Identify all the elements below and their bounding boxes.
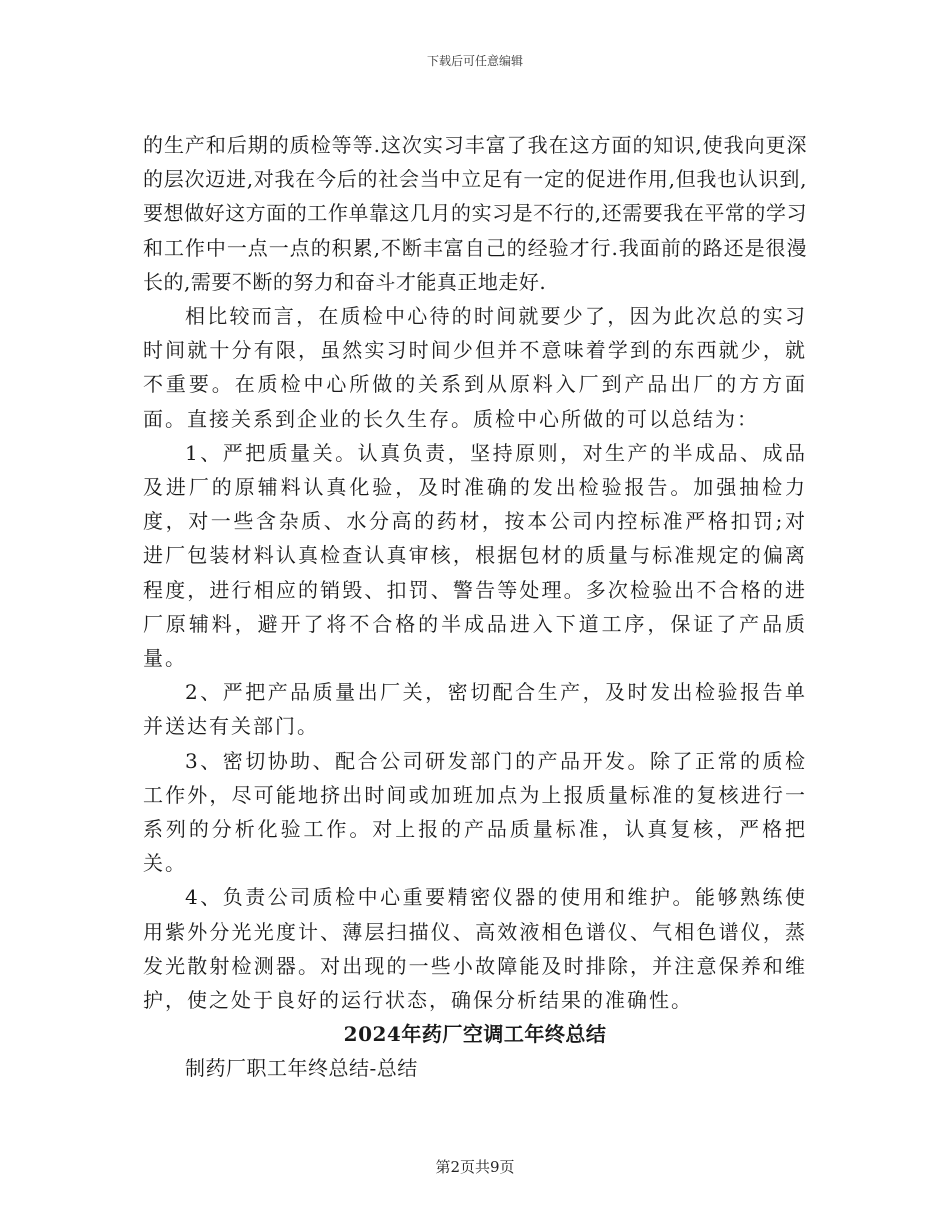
body-paragraph-2: 相比较而言，在质检中心待的时间就要少了，因为此次总的实习时间就十分有限，虽然实习时间少但并不意味着学到的东西就少，就不重要。在质检中心所做的关系到从原料入厂到产品出厂的方方面面。直接关系到企业的长久生存。质检中心所做的可以总结为：: [143, 304, 807, 431]
page-header: 下载后可任意编辑: [426, 54, 523, 68]
body-paragraph-1: 的生产和后期的质检等等.这次实习丰富了我在这方面的知识,使我向更深的层次迈进,对我在今后的社会当中立足有一定的促进作用,但我也认识到,要想做好这方面的工作单靠这几月的实习是不行的,还需要我在平常的学习和工作中一点一点的积累,不断丰富自己的经验才行.我面前的路还是很漫长的,需要不断的努力和奋斗才能真正地走好.: [143, 133, 807, 294]
body-paragraph-4: 2、严把产品质量出厂关，密切配合生产，及时发出检验报告单并送达有关部门。: [143, 680, 807, 739]
body-paragraph-6: 4、负责公司质检中心重要精密仪器的使用和维护。能够熟练使用紫外分光光度计、薄层扫描仪、高效液相色谱仪、气相色谱仪，蒸发光散射检测器。对出现的一些小故障能及时排除，并注意保养和维护，使之处于良好的运行状态，确保分析结果的准确性。: [143, 885, 807, 1013]
section-subtitle: 制药厂职工年终总结-总结: [185, 1056, 418, 1081]
body-paragraph-3: 1、严把质量关。认真负责，坚持原则，对生产的半成品、成品及进厂的原辅料认真化验，及时准确的发出检验报告。加强抽检力度，对一些含杂质、水分高的药材，按本公司内控标准严格扣罚;对进厂包装材料认真检查认真审核，根据包材的质量与标准规定的偏离程度，进行相应的销毁、扣罚、警告等处理。多次检验出不合格的进厂原辅料，避开了将不合格的半成品进入下道工序，保证了产品质量。: [143, 440, 807, 671]
body-paragraph-5: 3、密切协助、配合公司研发部门的产品开发。除了正常的质检工作外，尽可能地挤出时间或加班加点为上报质量标准的复核进行一系列的分析化验工作。对上报的产品质量标准，认真复核，严格把关。: [143, 748, 807, 876]
section-heading: 2024年药厂空调工年终总结: [343, 1022, 607, 1047]
document-body: [143, 128, 807, 1086]
page-number-footer: 第2页共9页: [435, 1158, 515, 1176]
